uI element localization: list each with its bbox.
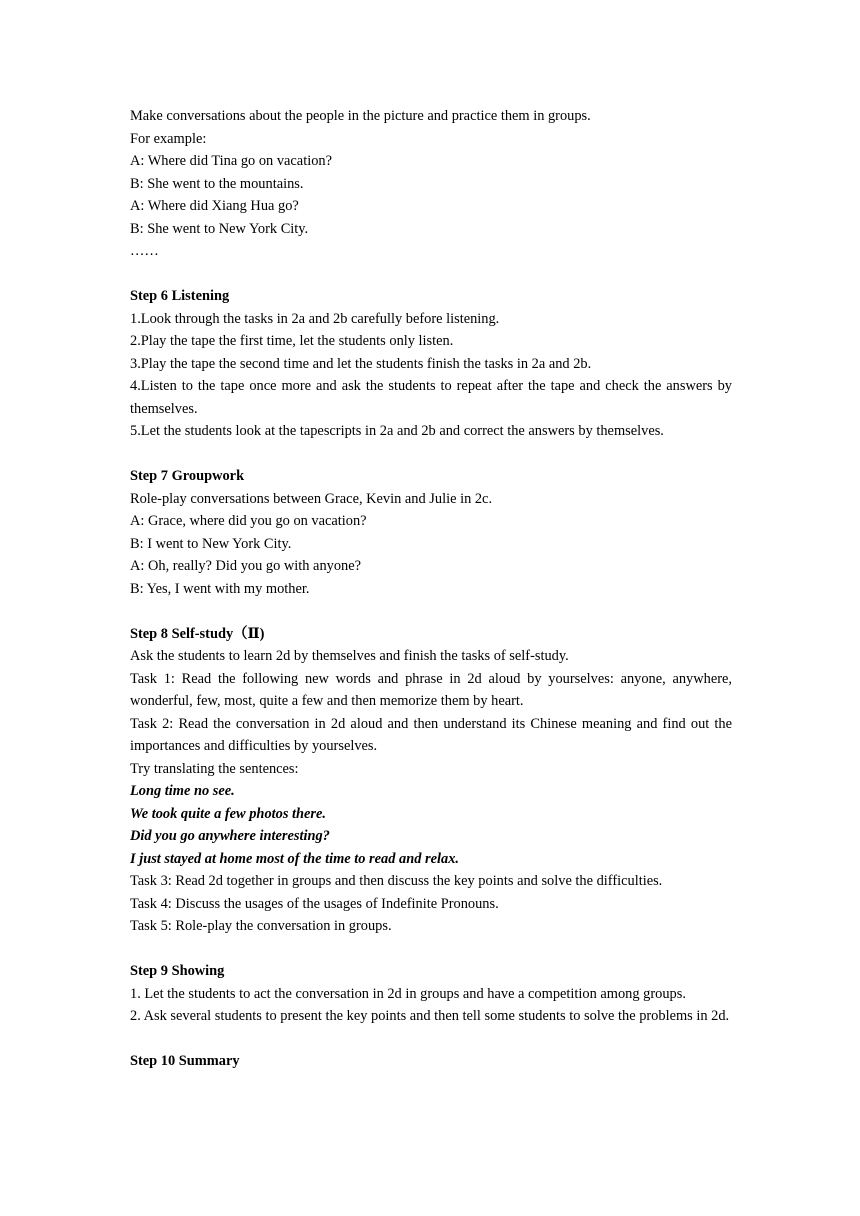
spacer xyxy=(130,443,732,466)
step8-task5: Task 5: Role-play the conversation in groups. xyxy=(130,918,392,934)
step10-section xyxy=(130,1050,732,1073)
step8-translate-sentence: Did you go anywhere interesting? xyxy=(130,828,330,844)
spacer xyxy=(130,600,732,623)
step9-item: 1. Let the students to act the conversation in 2d in groups and have a competition among groups. xyxy=(130,985,686,1002)
step6-section xyxy=(130,285,732,443)
step6-item: 1.Look through the tasks in 2a and 2b carefully before listening. xyxy=(130,310,500,327)
intro-section xyxy=(130,105,732,263)
step6-item: 3.Play the tape the second time and let the students finish the tasks in 2a and 2b. xyxy=(130,355,592,372)
step8-intro: Ask the students to learn 2d by themselves and finish the tasks of self-study. xyxy=(130,648,569,664)
intro-ellipsis: …… xyxy=(130,243,159,259)
step7-heading: Step 7 Groupwork xyxy=(130,468,245,484)
step7-dialogue-line: B: I went to New York City. xyxy=(130,535,292,552)
spacer xyxy=(130,938,732,961)
step7-intro: Role-play conversations between Grace, Kevin and Julie in 2c. xyxy=(130,490,493,507)
step8-heading: Step 8 Self-study（Ⅱ) xyxy=(130,625,265,642)
step7-section xyxy=(130,465,732,600)
step6-heading: Step 6 Listening xyxy=(130,288,230,304)
spacer xyxy=(130,1028,732,1051)
step8-section xyxy=(130,623,732,938)
intro-instruction: Make conversations about the people in the picture and practice them in groups. xyxy=(130,108,591,124)
step8-translate-intro: Try translating the sentences: xyxy=(130,760,299,777)
step9-section xyxy=(130,960,732,1028)
step8-task3: Task 3: Read 2d together in groups and then discuss the key points and solve the difficulties. xyxy=(130,873,663,889)
step8-translate-sentence: I just stayed at home most of the time to read and relax. xyxy=(130,850,459,867)
intro-dialogue-line: A: Where did Tina go on vacation? xyxy=(130,153,332,169)
intro-dialogue-line: B: She went to the mountains. xyxy=(130,175,304,192)
step10-heading: Step 10 Summary xyxy=(130,1053,240,1069)
step9-item: 2. Ask several students to present the key points and then tell some students to solve the problems in 2d. xyxy=(130,1008,730,1024)
spacer xyxy=(130,263,732,286)
step8-translate-sentence: Long time no see. xyxy=(130,783,235,799)
step7-dialogue-line: A: Grace, where did you go on vacation? xyxy=(130,513,367,529)
step8-task4: Task 4: Discuss the usages of the usages of Indefinite Pronouns. xyxy=(130,895,499,912)
step8-translate-sentence: We took quite a few photos there. xyxy=(130,805,327,822)
step6-item: 5.Let the students look at the tapescripts in 2a and 2b and correct the answers by themselves. xyxy=(130,423,664,439)
step6-item: 2.Play the tape the first time, let the students only listen. xyxy=(130,333,454,349)
step6-item: 4.Listen to the tape once more and ask the students to repeat after the tape and check the answers by themselves. xyxy=(130,378,732,417)
step9-heading: Step 9 Showing xyxy=(130,963,225,979)
intro-dialogue-line: B: She went to New York City. xyxy=(130,220,309,237)
document-page xyxy=(130,105,732,1073)
intro-dialogue-line: A: Where did Xiang Hua go? xyxy=(130,198,299,214)
step7-dialogue-line: B: Yes, I went with my mother. xyxy=(130,580,310,597)
intro-example-label: For example: xyxy=(130,130,207,147)
step8-task1: Task 1: Read the following new words and phrase in 2d aloud by yourselves: anyone, anywhere, wonderful, few, most, quite a few and then memorize them by heart. xyxy=(130,670,732,709)
step8-task2: Task 2: Read the conversation in 2d aloud and then understand its Chinese meaning and find out the importances and difficulties by yourselves. xyxy=(130,715,732,754)
step7-dialogue-line: A: Oh, really? Did you go with anyone? xyxy=(130,558,361,574)
